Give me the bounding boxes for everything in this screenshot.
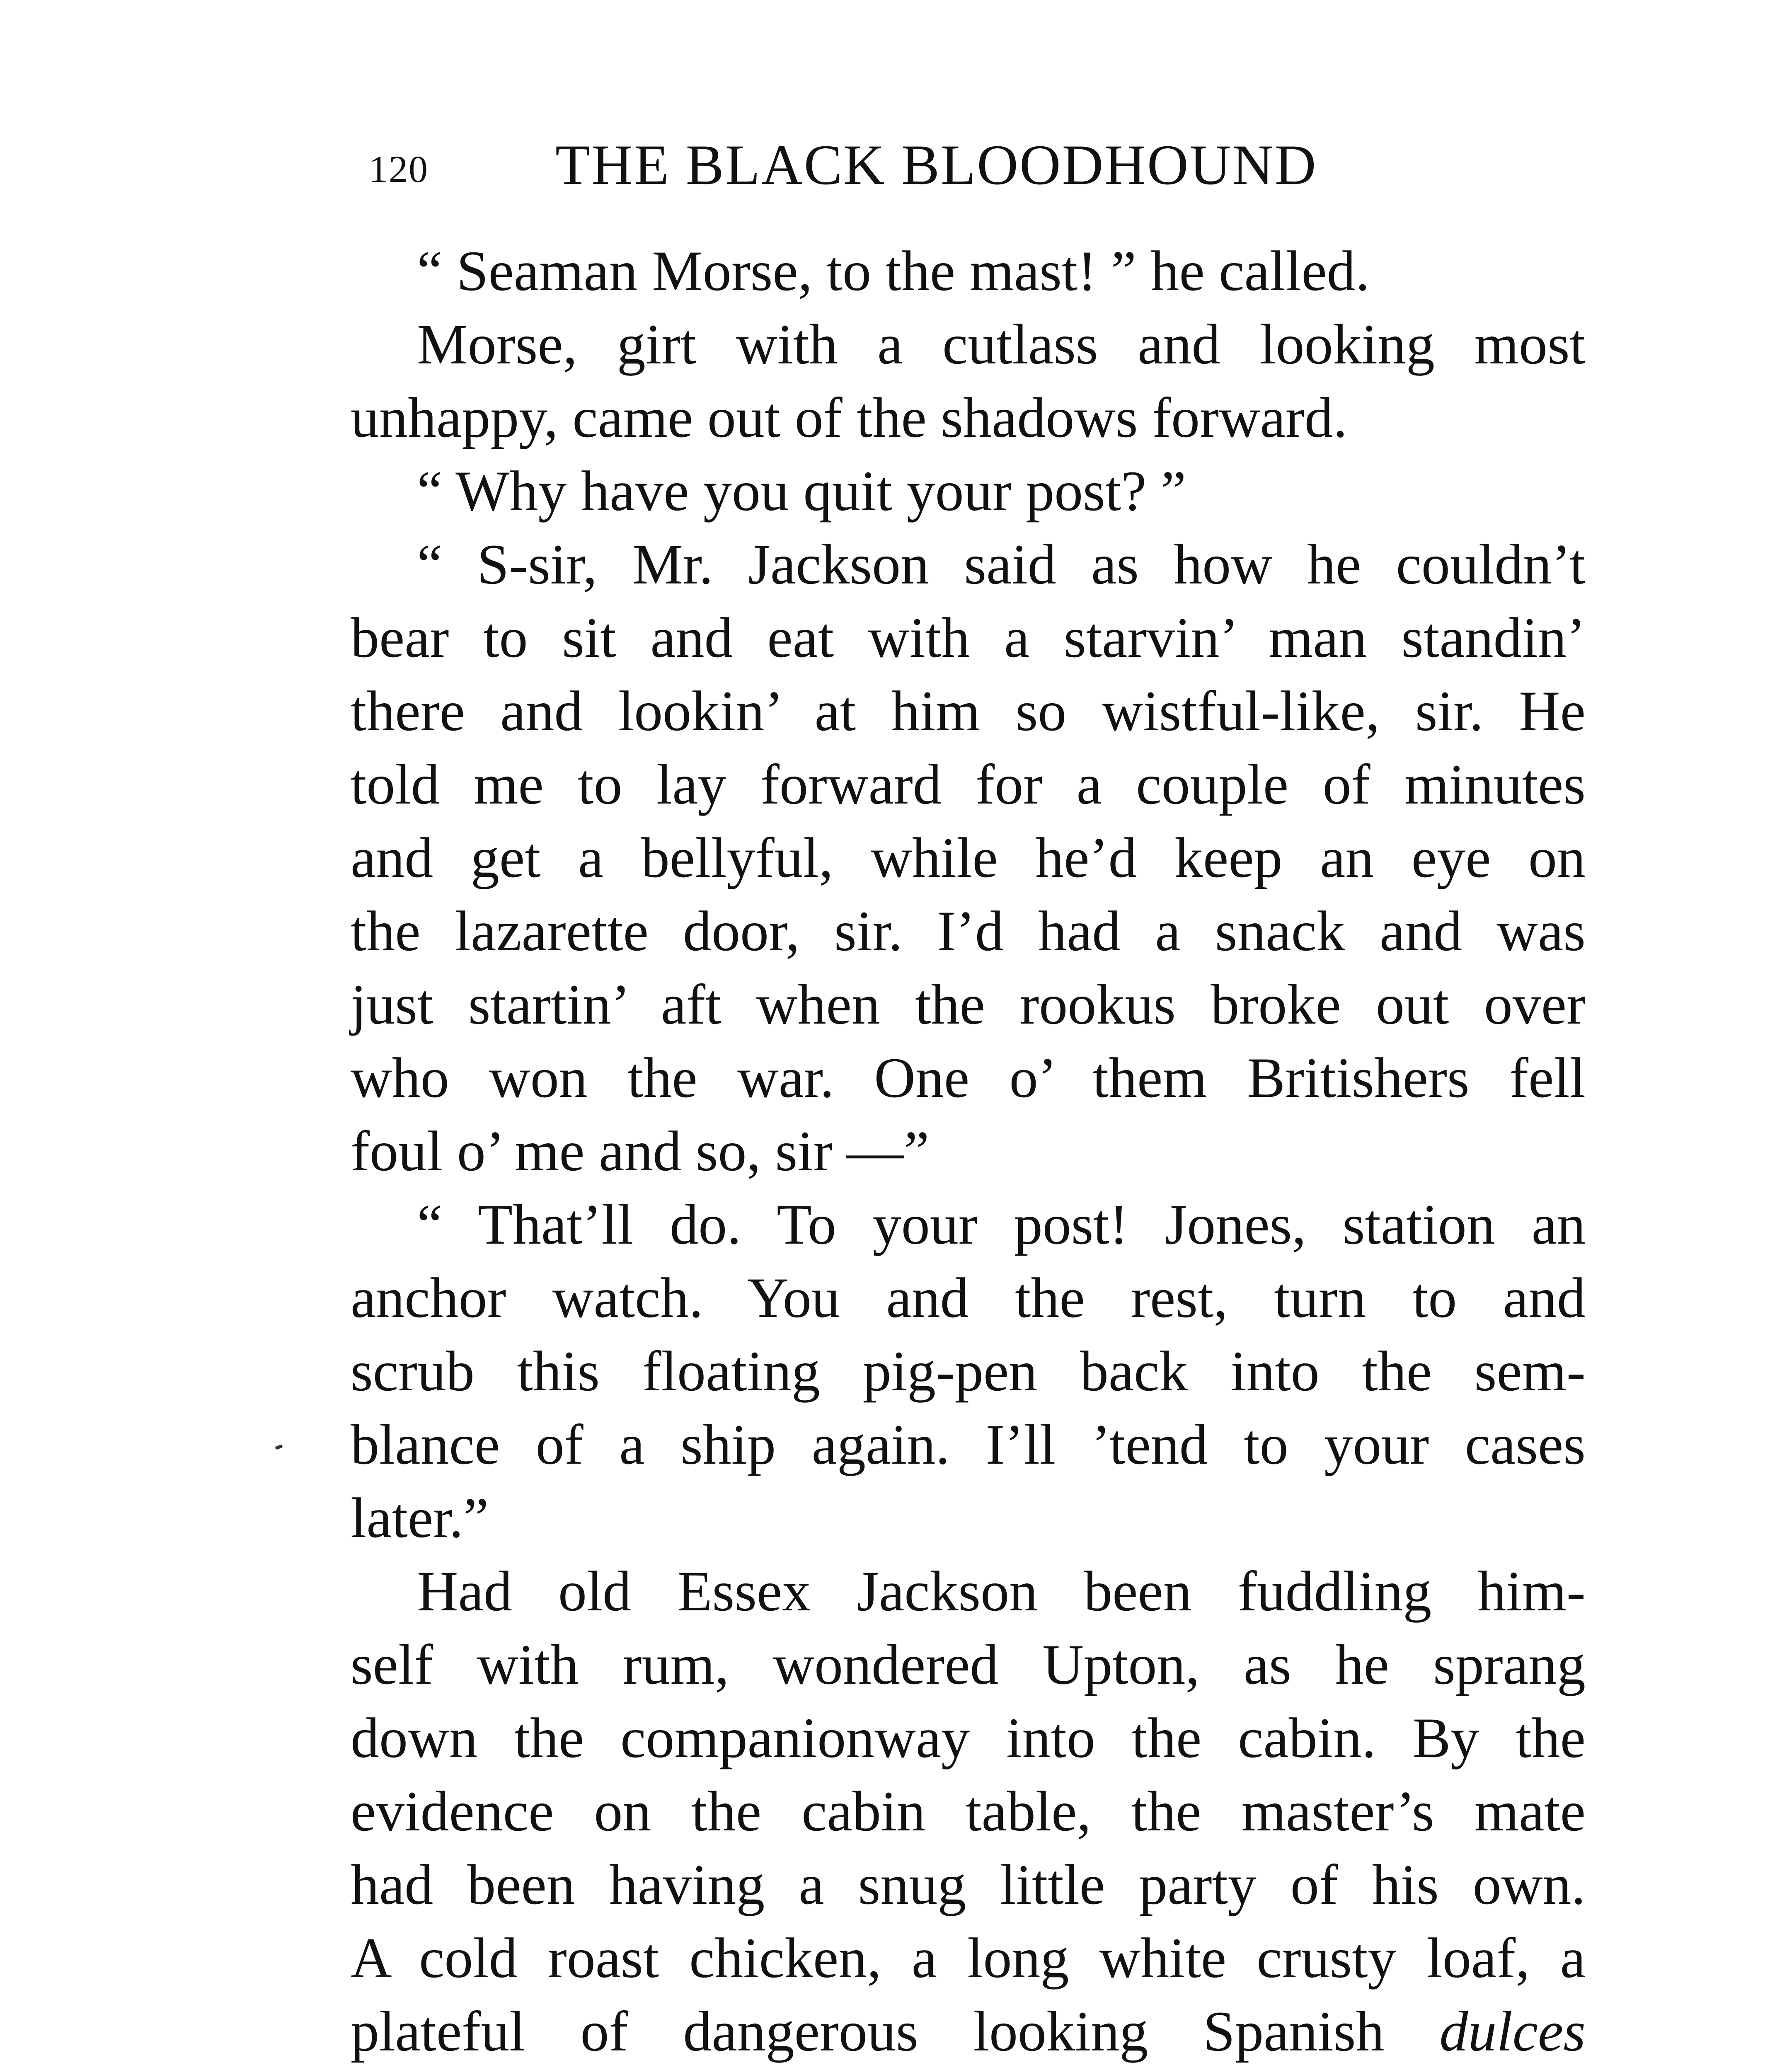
text-line: told me to lay forward for a couple of minutes (351, 753, 1586, 816)
text-line: unhappy, came out of the shadows forward. (351, 386, 1348, 449)
text-line: blance of a ship again. I’ll ’tend to your cases (351, 1413, 1586, 1476)
text-line: anchor watch. You and the rest, turn to and (351, 1266, 1586, 1329)
text-line: “ Seaman Morse, to the mast! ” he called. (417, 239, 1370, 303)
text-line: down the companionway into the cabin. By the (351, 1706, 1586, 1769)
text-line: “ S-sir, Mr. Jackson said as how he couldn’t (417, 533, 1586, 596)
ink-speck (275, 1444, 283, 1450)
text-line (351, 2068, 1586, 2072)
text-line: “ That’ll do. To your post! Jones, station an (417, 1193, 1586, 1256)
running-head (369, 132, 1388, 198)
text-line: Morse, girt with a cutlass and looking most (417, 312, 1586, 376)
text-line: and get a bellyful, while he’d keep an eye on (351, 826, 1586, 889)
text-line: had been having a snug little party of his own. (351, 1853, 1586, 1916)
text-line: bear to sit and eat with a starvin’ man standin’ (351, 606, 1586, 669)
text-line: foul o’ me and so, sir —” (351, 1119, 930, 1183)
text-line (351, 1995, 1586, 2068)
text-line: there and lookin’ at him so wistful-like, sir. He (351, 679, 1586, 743)
text-line: scrub this floating pig-pen back into the sem- (351, 1339, 1586, 1403)
text-line: evidence on the cabin table, the master’s mate (351, 1779, 1586, 1843)
page-number: 120 (369, 148, 429, 190)
text-line: “ Why have you quit your post? ” (417, 459, 1186, 523)
text-line: Had old Essex Jackson been fuddling him- (417, 1559, 1586, 1623)
text-line: the lazarette door, sir. I’d had a snack and was (351, 899, 1586, 963)
text-line: who won the war. One o’ them Britishers fell (351, 1046, 1586, 1109)
text-line: self with rum, wondered Upton, as he sprang (351, 1633, 1586, 1696)
italic-word: dulces (1439, 1999, 1586, 2063)
text-line: just startin’ aft when the rookus broke out over (351, 973, 1586, 1036)
body-text (351, 234, 1586, 2072)
book-title: THE BLACK BLOODHOUND (555, 133, 1317, 196)
text-line: later.” (351, 1486, 489, 1549)
text-line: A cold roast chicken, a long white crusty loaf, a (351, 1926, 1586, 1990)
text-line-start: plateful of dangerous looking Spanish (351, 1999, 1385, 2063)
